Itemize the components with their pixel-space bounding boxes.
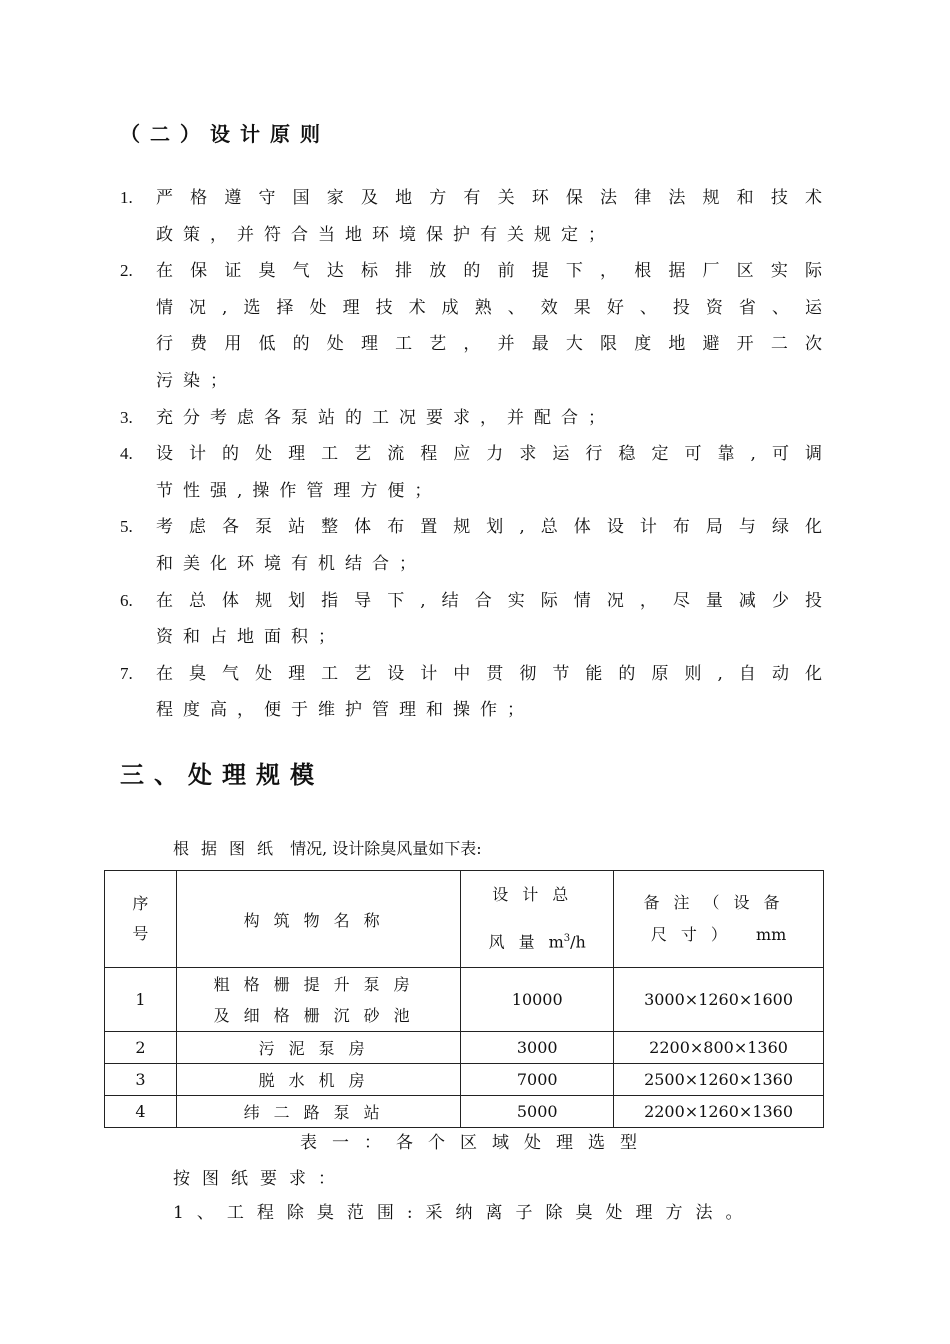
list-item-line: 程度高，便于维护管理和操作；: [156, 700, 534, 721]
list-item-line: 污染；: [156, 370, 237, 391]
list-item-line: 考虑各泵站整体布置规划,总体设计布局与绿化: [156, 517, 832, 538]
list-item-line: 行费用低的处理工艺，并最大限度地避开二次: [156, 334, 832, 355]
header-note-line: 备注（设备: [643, 893, 794, 912]
cell-no: 4: [105, 1096, 177, 1128]
header-air-line: 设计总: [492, 885, 583, 905]
list-item-number: 1.: [120, 188, 133, 207]
cell-name: 纬二路泵站: [176, 1096, 460, 1128]
header-air-line: [461, 917, 613, 964]
header-no-line: 序: [132, 894, 149, 913]
cell-name: 污泥泵房: [176, 1032, 460, 1064]
requirement-item: 1、工程除臭范围:采纳离子除臭处理方法。: [173, 1203, 756, 1223]
cell-air: 3000: [461, 1032, 614, 1064]
cell-name: [176, 968, 460, 1032]
header-air-unit: m: [548, 932, 564, 952]
list-item: [120, 180, 832, 253]
list-item-line: 在总体规划指导下,结合实际情况，尽量减少投: [156, 590, 832, 611]
header-air-label: 风量: [488, 932, 549, 952]
header-name: 构筑物名称: [176, 871, 460, 968]
list-item-number: 2.: [120, 261, 133, 281]
cell-name: 脱水机房: [176, 1064, 460, 1096]
cell-no: 3: [105, 1064, 177, 1096]
design-principles-list: [120, 180, 832, 729]
header-note-unit: mm: [755, 925, 787, 944]
list-item: [120, 583, 832, 656]
list-item-line: 情况,选择处理技术成熟、效果好、投资省、运: [156, 297, 832, 318]
cell-note: 2200×800×1360: [614, 1032, 824, 1064]
table-row: [105, 968, 824, 1032]
intro-text-rest: 情况, 设计除臭风量如下表:: [290, 839, 482, 858]
list-item-number: 6.: [120, 590, 133, 610]
header-air-volume: [461, 871, 614, 968]
cell-no: 2: [105, 1032, 177, 1064]
list-item-line: 充分考虑各泵站的工况要求，并配合；: [156, 407, 615, 428]
list-item-line: 严格遵守国家及地方有关环保法律法规和技术: [156, 188, 832, 208]
list-item-number: 3.: [120, 407, 133, 427]
header-note: [614, 871, 824, 968]
list-item-line: 和美化环境有机结合；: [156, 553, 426, 574]
list-item-line: 资和占地面积；: [156, 627, 345, 648]
header-air-unit-tail: /h: [570, 932, 586, 952]
table-header-row: [105, 871, 824, 968]
list-item: [120, 509, 832, 582]
list-item: [120, 253, 832, 399]
intro-text-spaced: 根据图纸: [173, 839, 286, 858]
list-item-line: 在臭气处理工艺设计中贯彻节能的原则,自动化: [156, 663, 832, 684]
cell-name-line: 及细格栅沉砂池: [213, 1005, 424, 1025]
cell-note: 2200×1260×1360: [614, 1096, 824, 1128]
cell-name-line: 粗格栅提升泵房: [213, 974, 424, 994]
cell-air: 10000: [461, 968, 614, 1032]
list-item-number: 5.: [120, 517, 133, 537]
list-item-number: 7.: [120, 663, 133, 683]
list-item: [120, 400, 832, 437]
list-item-line: 节性强,操作管理方便；: [156, 480, 442, 501]
cell-air: 5000: [461, 1096, 614, 1128]
table-row: [105, 1032, 824, 1064]
table-row: [105, 1064, 824, 1096]
list-item-line: 设计的处理工艺流程应力求运行稳定可靠,可调: [156, 444, 832, 465]
section-heading-design-principles: （二）设计原则: [120, 122, 330, 146]
list-item-line: 在保证臭气达标排放的前提下，根据厂区实际: [156, 261, 832, 282]
header-note-label: 尺寸）: [650, 925, 741, 944]
intro-text: [173, 836, 482, 859]
cell-note: 2500×1260×1360: [614, 1064, 824, 1096]
list-item: [120, 656, 832, 729]
header-note-line: [614, 919, 823, 951]
header-no-line: 号: [132, 924, 149, 943]
list-item-line: 政策，并符合当地环境保护有关规定；: [156, 224, 615, 245]
cell-note: 3000×1260×1600: [614, 968, 824, 1032]
header-no: [105, 871, 177, 968]
list-item: [120, 436, 832, 509]
section-heading-scale: 三、处理规模: [120, 761, 324, 789]
table-row: [105, 1096, 824, 1128]
header-air-sup: 3: [563, 933, 571, 945]
air-volume-table: [104, 870, 824, 1128]
cell-no: 1: [105, 968, 177, 1032]
cell-air: 7000: [461, 1064, 614, 1096]
table-caption: 表一：各个区域处理选型: [300, 1133, 652, 1153]
list-item-number: 4.: [120, 444, 133, 464]
requirement-title: 按图纸要求：: [173, 1169, 347, 1189]
